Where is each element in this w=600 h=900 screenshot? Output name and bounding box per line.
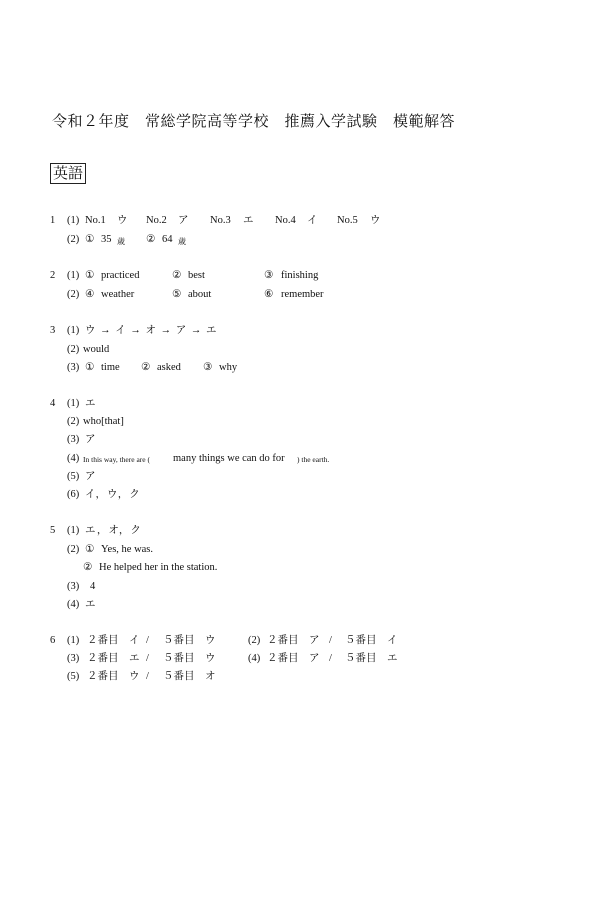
answer-choice: エ，オ，ク	[85, 525, 142, 536]
part-label: (1)	[67, 215, 80, 226]
answer-number: 4	[90, 581, 96, 592]
circled-number: ⑤	[172, 289, 182, 300]
fill-answer: many things we can do for	[173, 453, 285, 464]
circled-number: ⑥	[264, 289, 274, 300]
part-label: (3)	[67, 434, 80, 445]
part-label: (6)	[67, 489, 80, 500]
part-label: (4)	[248, 653, 261, 664]
part-label: (3)	[67, 362, 80, 373]
listening-no: No.4	[275, 215, 296, 226]
circled-number: ③	[203, 362, 213, 373]
age-value: 64	[162, 234, 173, 245]
answer-choice: ア	[85, 434, 96, 445]
question-number: 3	[50, 325, 56, 336]
part-label: (1)	[67, 635, 80, 646]
sentence-suffix: ) the earth.	[297, 455, 330, 464]
sentence-prefix: In this way, there are (	[83, 455, 150, 464]
answer-choice: エ	[85, 398, 96, 409]
question-number: 1	[50, 215, 56, 226]
age-value: 35	[101, 234, 112, 245]
separator: /	[146, 671, 149, 682]
subject-label: 英語	[50, 163, 86, 184]
part-label: (2)	[67, 289, 80, 300]
answer-choice: ア	[178, 215, 189, 226]
separator: /	[146, 635, 149, 646]
part-label: (1)	[67, 325, 80, 336]
order-answer: ２番目 イ	[87, 635, 140, 646]
order-answer: ５番目 イ	[345, 635, 398, 646]
order-answer: ２番目 ウ	[87, 671, 140, 682]
circled-number: ④	[85, 289, 95, 300]
part-label: (5)	[67, 471, 80, 482]
answer-word: remember	[281, 289, 324, 300]
part-label: (2)	[67, 344, 80, 355]
listening-no: No.1	[85, 215, 106, 226]
part-label: (5)	[67, 671, 80, 682]
answer-word: finishing	[281, 270, 319, 281]
answer-word: asked	[157, 362, 181, 373]
answer-choice: エ	[85, 599, 96, 610]
question-number: 6	[50, 635, 56, 646]
circled-number: ②	[172, 270, 182, 281]
order-answer: ウ → イ → オ → ア → エ	[85, 325, 218, 336]
part-label: (4)	[67, 599, 80, 610]
circled-number: ②	[83, 562, 93, 573]
answer-word: would	[83, 344, 110, 355]
part-label: (2)	[248, 635, 261, 646]
part-label: (1)	[67, 398, 80, 409]
answer-sentence: He helped her in the station.	[99, 562, 218, 573]
answer-choice: エ	[243, 215, 254, 226]
part-label: (2)	[67, 416, 80, 427]
order-answer: ２番目 ア	[267, 635, 320, 646]
order-answer: ５番目 エ	[345, 653, 398, 664]
answer-word: time	[101, 362, 120, 373]
circled-number: ②	[146, 234, 156, 245]
answer-choice: イ，ウ，ク	[85, 489, 141, 500]
answer-word: about	[188, 289, 212, 300]
answer-choice: イ	[307, 215, 318, 226]
part-label: (1)	[67, 270, 80, 281]
circled-number: ①	[85, 362, 95, 373]
listening-no: No.5	[337, 215, 358, 226]
question-number: 2	[50, 270, 56, 281]
part-label: (1)	[67, 525, 80, 536]
separator: /	[329, 635, 332, 646]
answer-choice: ウ	[370, 215, 381, 226]
age-unit: 歳	[178, 237, 186, 246]
order-answer: ５番目 ウ	[163, 653, 216, 664]
order-answer: ５番目 オ	[163, 671, 216, 682]
circled-number: ②	[141, 362, 151, 373]
circled-number: ①	[85, 270, 95, 281]
part-label: (2)	[67, 544, 80, 555]
order-answer: ２番目 ア	[267, 653, 320, 664]
part-label: (3)	[67, 581, 80, 592]
question-number: 4	[50, 398, 56, 409]
listening-no: No.3	[210, 215, 231, 226]
part-label: (2)	[67, 234, 80, 245]
circled-number: ①	[85, 544, 95, 555]
answer-word: why	[219, 362, 238, 373]
answer-choice: ア	[85, 471, 96, 482]
separator: /	[329, 653, 332, 664]
answer-word: weather	[101, 289, 135, 300]
separator: /	[146, 653, 149, 664]
age-unit: 歳	[117, 237, 125, 246]
order-answer: ５番目 ウ	[163, 635, 216, 646]
answer-word: best	[188, 270, 205, 281]
page-title: 令和２年度 常総学院高等学校 推薦入学試験 模範解答	[52, 114, 456, 130]
answer-word: who[that]	[83, 416, 124, 427]
part-label: (4)	[67, 453, 80, 464]
answer-choice: ウ	[117, 215, 128, 226]
question-number: 5	[50, 525, 56, 536]
answer-word: practiced	[101, 270, 140, 281]
circled-number: ①	[85, 234, 95, 245]
listening-no: No.2	[146, 215, 167, 226]
part-label: (3)	[67, 653, 80, 664]
order-answer: ２番目 エ	[87, 653, 140, 664]
answer-sentence: Yes, he was.	[101, 544, 154, 555]
circled-number: ③	[264, 270, 274, 281]
